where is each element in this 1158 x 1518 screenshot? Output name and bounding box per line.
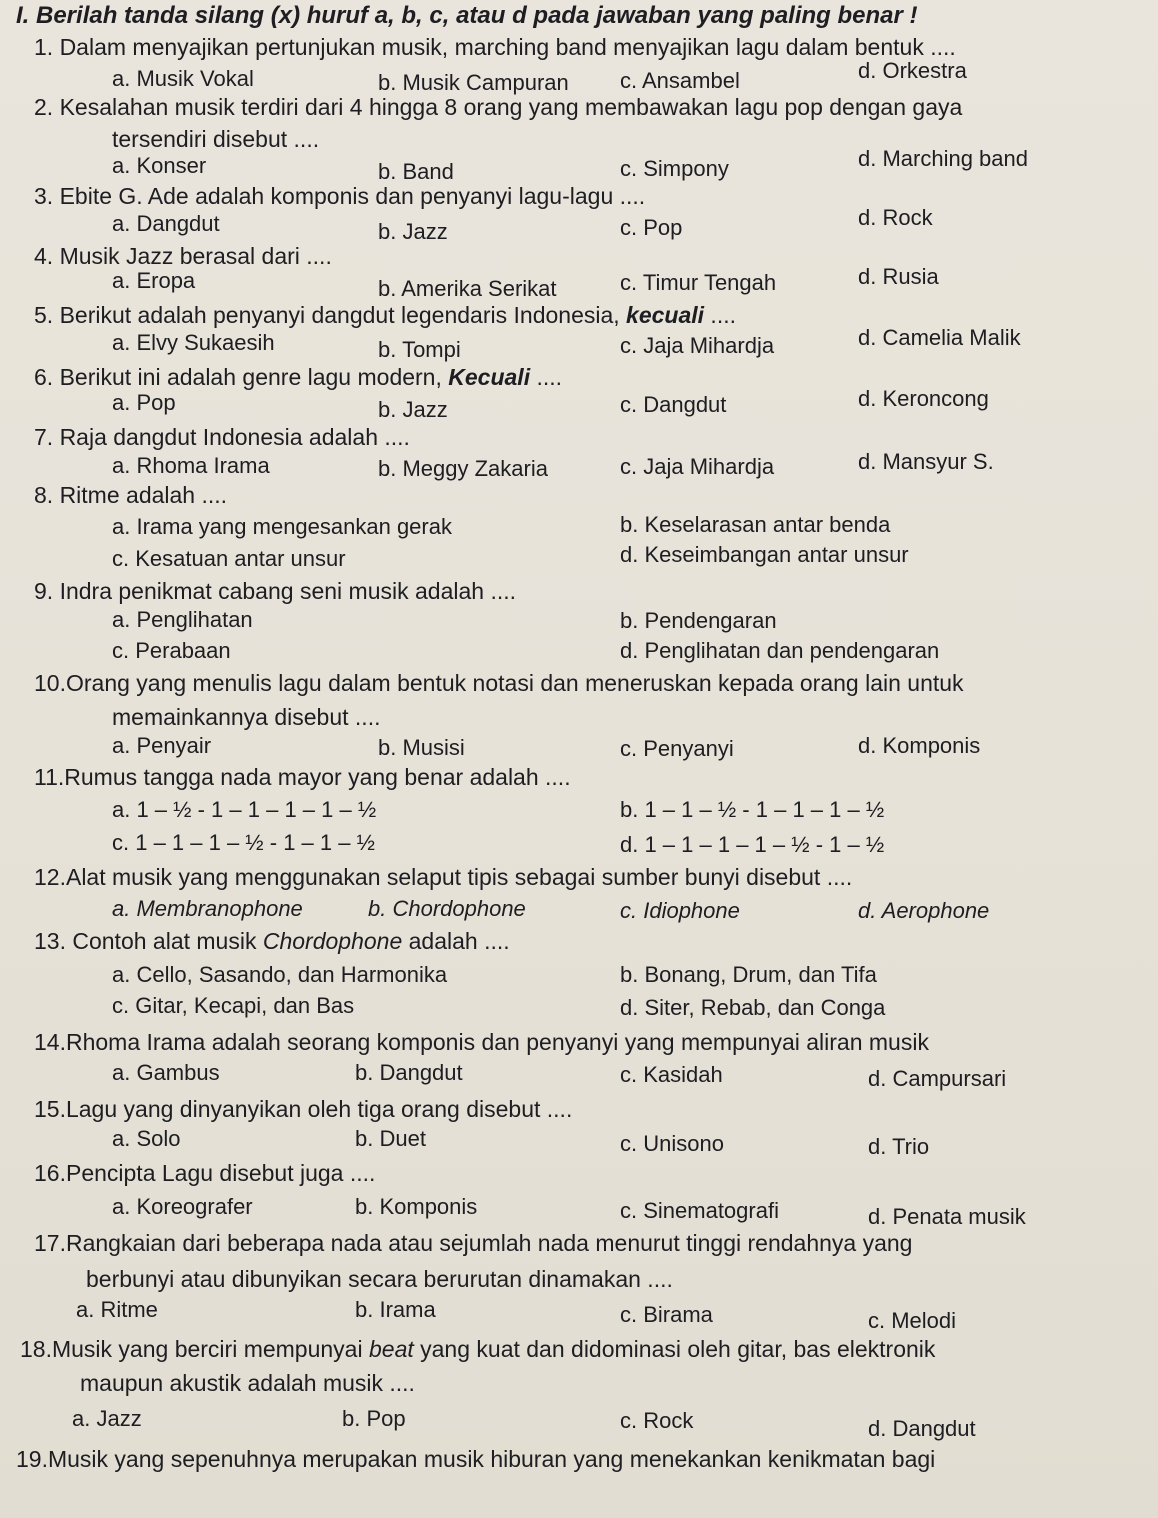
q3-option-b[interactable]: b. Jazz bbox=[378, 219, 448, 244]
q4-option-c[interactable]: c. Timur Tengah bbox=[620, 270, 777, 295]
question-7: 7. Raja dangdut Indonesia adalah .... bbox=[34, 424, 410, 450]
q1-option-a[interactable]: a. Musik Vokal bbox=[112, 66, 254, 91]
q4-option-b[interactable]: b. Amerika Serikat bbox=[378, 276, 557, 301]
q11-option-d[interactable]: d. 1 – 1 – 1 – 1 – ½ - 1 – ½ bbox=[620, 832, 885, 857]
q5-option-b[interactable]: b. Tompi bbox=[378, 337, 461, 362]
q12-option-b[interactable]: b. Chordophone bbox=[368, 896, 526, 921]
q5-option-a[interactable]: a. Elvy Sukaesih bbox=[112, 330, 275, 355]
emphasis-chordophone: Chordophone bbox=[262, 928, 403, 954]
q16-option-d[interactable]: d. Penata musik bbox=[868, 1204, 1026, 1229]
question-13: 13. Contoh alat musik Chordophone adalah .... bbox=[34, 928, 510, 954]
q14-option-c[interactable]: c. Kasidah bbox=[620, 1062, 723, 1087]
q5-option-d[interactable]: d. Camelia Malik bbox=[858, 325, 1021, 350]
q9-option-c[interactable]: c. Perabaan bbox=[112, 638, 231, 663]
q2-option-a[interactable]: a. Konser bbox=[112, 153, 207, 178]
q1-option-c[interactable]: c. Ansambel bbox=[620, 68, 740, 93]
question-18: 18.Musik yang berciri mempunyai beat yang kuat dan didominasi oleh gitar, bas elektronik bbox=[20, 1336, 936, 1362]
q17-option-b[interactable]: b. Irama bbox=[355, 1297, 436, 1322]
q12-option-c[interactable]: c. Idiophone bbox=[620, 898, 740, 923]
question-8: 8. Ritme adalah .... bbox=[34, 482, 228, 508]
question-18-cont: maupun akustik adalah musik .... bbox=[80, 1370, 415, 1396]
question-5: 5. Berikut adalah penyanyi dangdut legendaris Indonesia, kecuali .... bbox=[34, 302, 736, 328]
emphasis-kecuali: kecuali bbox=[626, 302, 705, 328]
q3-option-a[interactable]: a. Dangdut bbox=[112, 211, 220, 236]
q7-option-d[interactable]: d. Mansyur S. bbox=[858, 449, 994, 474]
q18-option-d[interactable]: d. Dangdut bbox=[868, 1416, 976, 1441]
q16-option-b[interactable]: b. Komponis bbox=[355, 1194, 478, 1219]
q17-option-c2[interactable]: c. Melodi bbox=[868, 1308, 957, 1333]
q10-option-b[interactable]: b. Musisi bbox=[378, 735, 465, 760]
q8-option-b[interactable]: b. Keselarasan antar benda bbox=[620, 512, 891, 537]
q5-option-c[interactable]: c. Jaja Mihardja bbox=[620, 333, 775, 358]
q18-option-c[interactable]: c. Rock bbox=[620, 1408, 694, 1433]
question-16: 16.Pencipta Lagu disebut juga .... bbox=[34, 1160, 376, 1186]
q12-option-d[interactable]: d. Aerophone bbox=[858, 898, 990, 923]
question-1: 1. Dalam menyajikan pertunjukan musik, marching band menyajikan lagu dalam bentuk .... bbox=[34, 34, 956, 60]
q16-option-a[interactable]: a. Koreografer bbox=[112, 1194, 253, 1219]
q9-option-b[interactable]: b. Pendengaran bbox=[620, 608, 777, 633]
q13-option-b[interactable]: b. Bonang, Drum, dan Tifa bbox=[620, 962, 877, 987]
q13-option-d[interactable]: d. Siter, Rebab, dan Conga bbox=[620, 995, 886, 1020]
q11-option-c[interactable]: c. 1 – 1 – 1 – ½ - 1 – 1 – ½ bbox=[112, 830, 375, 855]
q4-option-a[interactable]: a. Eropa bbox=[112, 268, 196, 293]
q2-option-b[interactable]: b. Band bbox=[378, 159, 454, 184]
q1-option-d[interactable]: d. Orkestra bbox=[858, 58, 967, 83]
q15-option-c[interactable]: c. Unisono bbox=[620, 1131, 724, 1156]
q11-option-b[interactable]: b. 1 – 1 – ½ - 1 – 1 – 1 – ½ bbox=[620, 797, 885, 822]
question-17-cont: berbunyi atau dibunyikan secara berurutan dinamakan .... bbox=[86, 1266, 673, 1292]
q8-option-a[interactable]: a. Irama yang mengesankan gerak bbox=[112, 514, 452, 539]
q7-option-c[interactable]: c. Jaja Mihardja bbox=[620, 454, 775, 479]
q10-option-c[interactable]: c. Penyanyi bbox=[620, 736, 734, 761]
q1-option-b[interactable]: b. Musik Campuran bbox=[378, 70, 569, 95]
q13-option-c[interactable]: c. Gitar, Kecapi, dan Bas bbox=[112, 993, 355, 1018]
question-9: 9. Indra penikmat cabang seni musik adalah .... bbox=[34, 578, 517, 604]
q4-option-d[interactable]: d. Rusia bbox=[858, 264, 939, 289]
q6-option-a[interactable]: a. Pop bbox=[112, 390, 176, 415]
q6-option-b[interactable]: b. Jazz bbox=[378, 397, 448, 422]
q2-option-d[interactable]: d. Marching band bbox=[858, 146, 1028, 171]
q17-option-a[interactable]: a. Ritme bbox=[76, 1297, 158, 1322]
q3-option-c[interactable]: c. Pop bbox=[620, 215, 683, 240]
question-14: 14.Rhoma Irama adalah seorang komponis dan penyanyi yang mempunyai aliran musik bbox=[34, 1029, 929, 1055]
q7-option-b[interactable]: b. Meggy Zakaria bbox=[378, 456, 548, 481]
q11-option-a[interactable]: a. 1 – ½ - 1 – 1 – 1 – 1 – ½ bbox=[112, 797, 377, 822]
q2-option-c[interactable]: c. Simpony bbox=[620, 156, 729, 181]
q14-option-a[interactable]: a. Gambus bbox=[112, 1060, 220, 1085]
q17-option-c[interactable]: c. Birama bbox=[620, 1302, 713, 1327]
q12-option-a[interactable]: a. Membranophone bbox=[112, 896, 303, 921]
q9-option-d[interactable]: d. Penglihatan dan pendengaran bbox=[620, 638, 940, 663]
q3-option-d[interactable]: d. Rock bbox=[858, 205, 933, 230]
q15-option-b[interactable]: b. Duet bbox=[355, 1126, 426, 1151]
question-11: 11.Rumus tangga nada mayor yang benar adalah .... bbox=[34, 764, 571, 790]
question-12: 12.Alat musik yang menggunakan selaput tipis sebagai sumber bunyi disebut .... bbox=[34, 864, 853, 890]
section-heading: I. Berilah tanda silang (x) huruf a, b, c, atau d pada jawaban yang paling benar ! bbox=[16, 2, 918, 29]
question-4: 4. Musik Jazz berasal dari .... bbox=[34, 243, 332, 269]
question-10: 10.Orang yang menulis lagu dalam bentuk notasi dan meneruskan kepada orang lain untuk bbox=[34, 670, 964, 696]
q6-option-d[interactable]: d. Keroncong bbox=[858, 386, 989, 411]
q10-option-a[interactable]: a. Penyair bbox=[112, 733, 212, 758]
question-10-cont: memainkannya disebut .... bbox=[112, 704, 381, 730]
q18-option-a[interactable]: a. Jazz bbox=[72, 1406, 142, 1431]
emphasis-kecuali: Kecuali bbox=[448, 364, 531, 390]
q15-option-a[interactable]: a. Solo bbox=[112, 1126, 181, 1151]
q14-option-d[interactable]: d. Campursari bbox=[868, 1066, 1007, 1091]
q16-option-c[interactable]: c. Sinematografi bbox=[620, 1198, 779, 1223]
question-3: 3. Ebite G. Ade adalah komponis dan penyanyi lagu-lagu .... bbox=[34, 183, 646, 209]
question-2-cont: tersendiri disebut .... bbox=[112, 126, 320, 152]
q8-option-c[interactable]: c. Kesatuan antar unsur bbox=[112, 546, 346, 571]
question-15: 15.Lagu yang dinyanyikan oleh tiga orang disebut .... bbox=[34, 1096, 573, 1122]
emphasis-beat: beat bbox=[368, 1336, 414, 1362]
q7-option-a[interactable]: a. Rhoma Irama bbox=[112, 453, 270, 478]
q8-option-d[interactable]: d. Keseimbangan antar unsur bbox=[620, 542, 909, 567]
question-17: 17.Rangkaian dari beberapa nada atau sejumlah nada menurut tinggi rendahnya yang bbox=[34, 1230, 913, 1256]
q18-option-b[interactable]: b. Pop bbox=[342, 1406, 406, 1431]
question-19: 19.Musik yang sepenuhnya merupakan musik hiburan yang menekankan kenikmatan bagi bbox=[16, 1446, 936, 1472]
q14-option-b[interactable]: b. Dangdut bbox=[355, 1060, 463, 1085]
question-2: 2. Kesalahan musik terdiri dari 4 hingga 8 orang yang membawakan lagu pop dengan gaya bbox=[34, 94, 963, 120]
q10-option-d[interactable]: d. Komponis bbox=[858, 733, 981, 758]
q6-option-c[interactable]: c. Dangdut bbox=[620, 392, 727, 417]
q9-option-a[interactable]: a. Penglihatan bbox=[112, 607, 253, 632]
q13-option-a[interactable]: a. Cello, Sasando, dan Harmonika bbox=[112, 962, 448, 987]
q15-option-d[interactable]: d. Trio bbox=[868, 1134, 930, 1159]
question-6: 6. Berikut ini adalah genre lagu modern, Kecuali .... bbox=[34, 364, 563, 390]
